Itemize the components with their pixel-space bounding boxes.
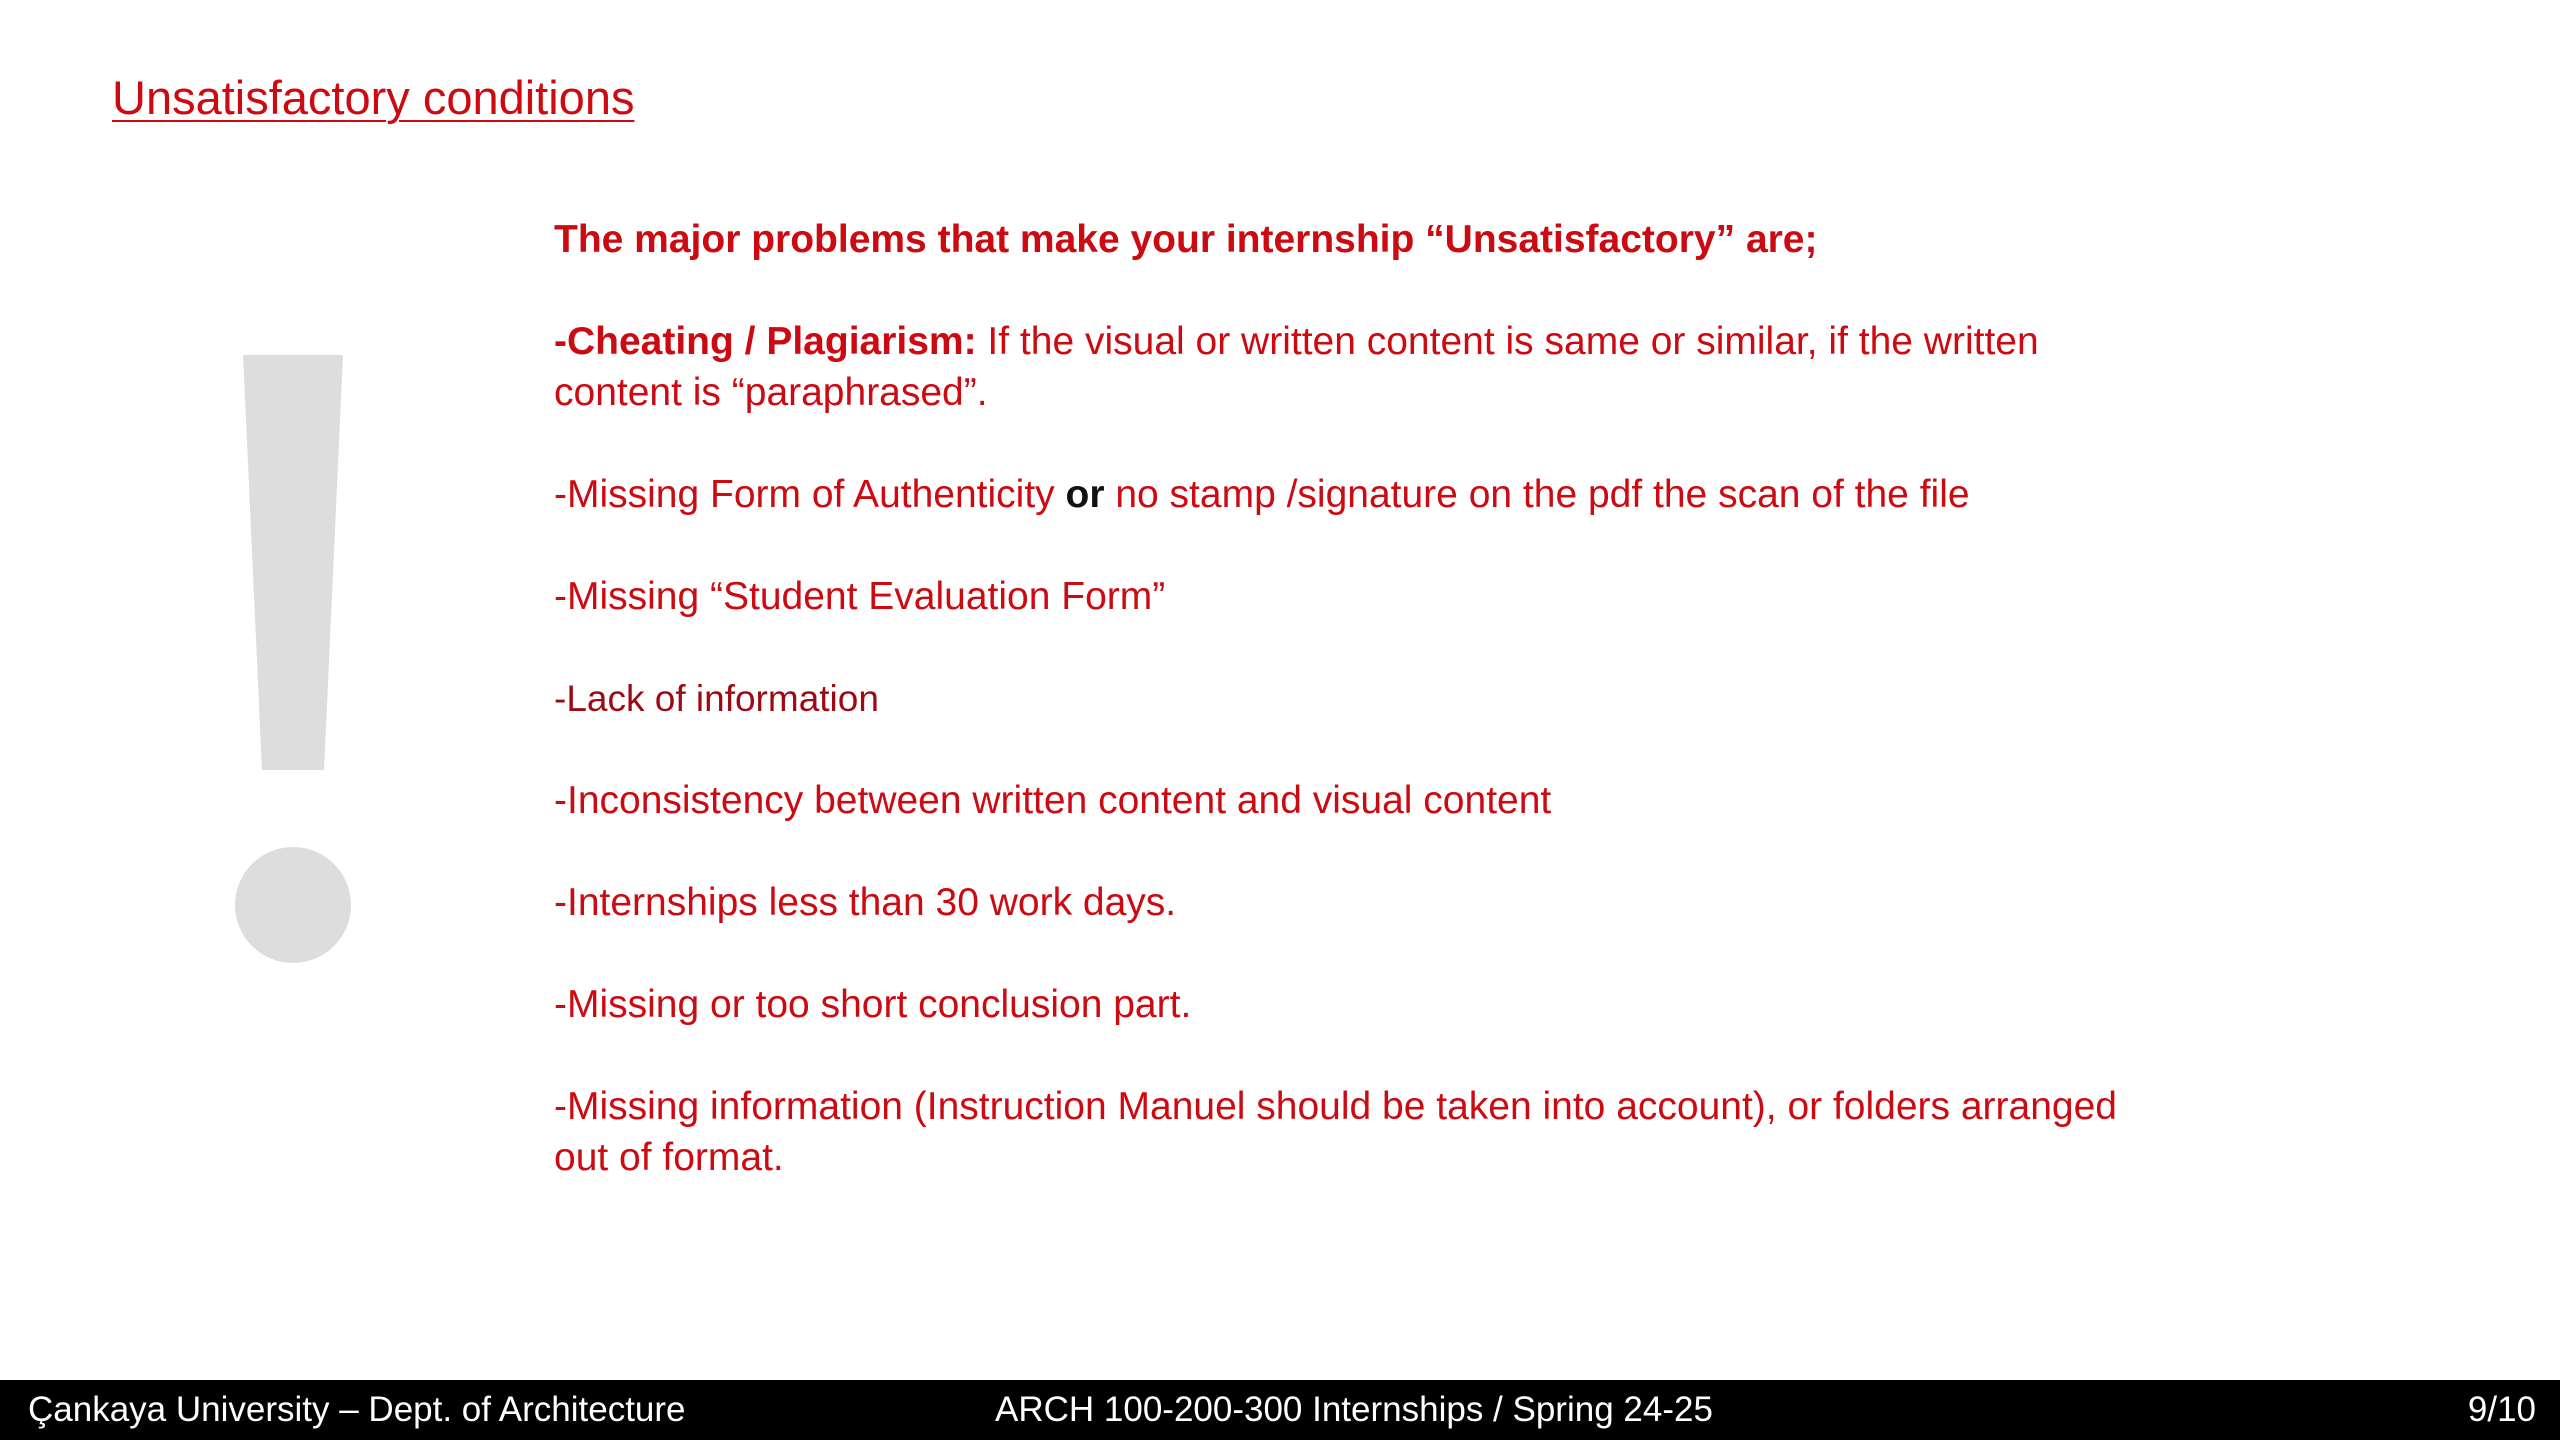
footer-course: ARCH 100-200-300 Internships / Spring 24-25 (995, 1390, 1713, 1429)
authenticity-text-before: -Missing Form of Authenticity (554, 473, 1066, 516)
list-item-plagiarism (554, 316, 2174, 418)
list-heading: The major problems that make your internship “Unsatisfactory” are; (554, 218, 1818, 261)
slide-title: Unsatisfactory conditions (112, 71, 635, 124)
plagiarism-label: -Cheating / Plagiarism: (554, 320, 977, 363)
authenticity-text-after: no stamp /signature on the pdf the scan of the file (1104, 473, 1970, 516)
footer-institution: Çankaya University – Dept. of Architecture (28, 1390, 686, 1429)
authenticity-emphasis: or (1065, 473, 1105, 516)
problem-list (554, 214, 2174, 1183)
exclamation-mark-icon (233, 350, 353, 970)
list-item-evaluation-form: -Missing “Student Evaluation Form” (554, 575, 1166, 618)
list-item-conclusion: -Missing or too short conclusion part. (554, 983, 1192, 1026)
list-item-authenticity (554, 469, 2174, 520)
page-number: 9/10 (2467, 1390, 2536, 1429)
list-item-work-days: -Internships less than 30 work days. (554, 881, 1177, 924)
list-item-lack-of-information: -Lack of information (554, 678, 879, 719)
plagiarism-text: If the visual or written content is same or similar, if the written content is “paraphrased”. (554, 320, 2039, 414)
footer-bar (0, 1380, 2560, 1440)
list-item-inconsistency: -Inconsistency between written content and visual content (554, 779, 1552, 822)
list-item-missing-information: -Missing information (Instruction Manuel should be taken into account), or folders arranged out of format. (554, 1085, 2117, 1179)
